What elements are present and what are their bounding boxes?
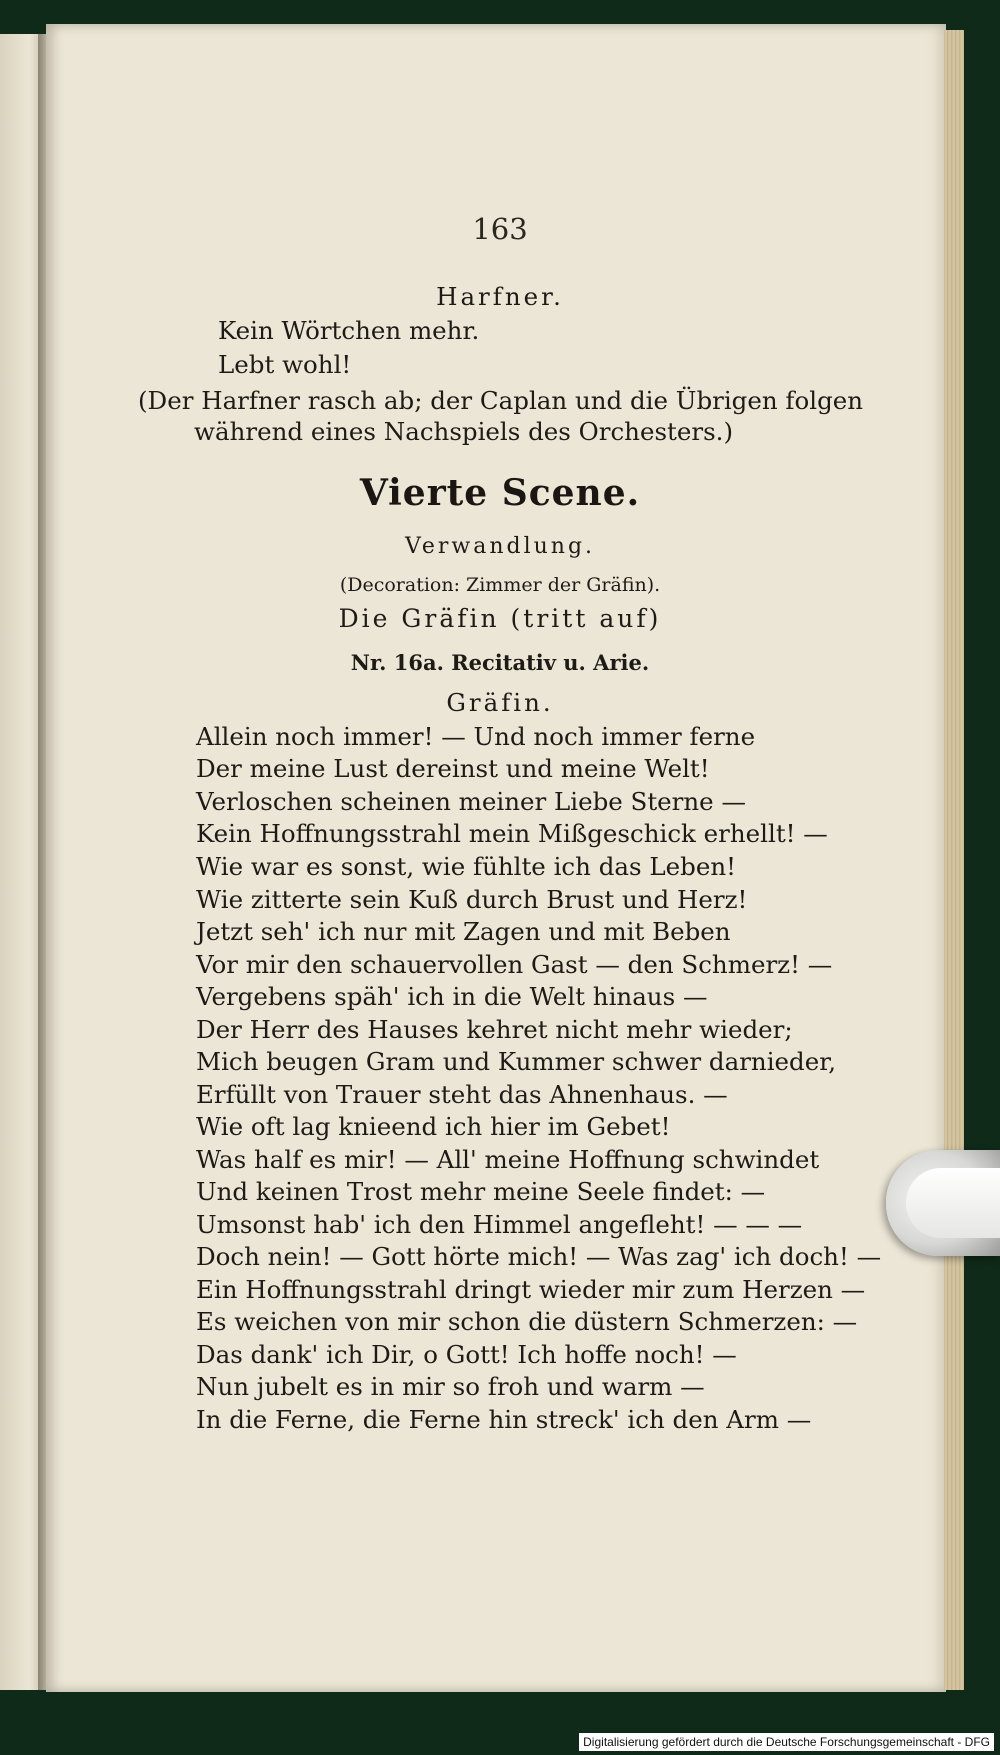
footer-credit: Digitalisierung gefördert durch die Deutsche Forschungsgemeinschaft - DFG (579, 1733, 994, 1751)
verse-line: Verloschen scheinen meiner Liebe Sterne — (196, 787, 746, 816)
verse-line: Der Herr des Hauses kehret nicht mehr wieder; (196, 1015, 793, 1044)
speaker-graefin: Gräfin. (446, 688, 554, 717)
verse-line: Mich beugen Gram und Kummer schwer darnieder, (196, 1047, 837, 1076)
scene-title: Vierte Scene. (359, 472, 641, 514)
stage-direction: (Der Harfner rasch ab; der Caplan und die Übrigen folgen (138, 386, 864, 415)
verse-line: Das dank' ich Dir, o Gott! Ich hoffe noch! — (196, 1340, 737, 1369)
page-number: 163 (472, 212, 528, 246)
verse-line: Wie zitterte sein Kuß durch Brust und Herz! (196, 885, 748, 914)
verse-line: Kein Hoffnungsstrahl mein Mißgeschick erhellt! — (196, 819, 828, 848)
verse-line: Umsonst hab' ich den Himmel angefleht! — — — (196, 1210, 803, 1239)
page-stack-edge (944, 30, 964, 1690)
stage-direction: während eines Nachspiels des Orchesters.) (194, 417, 734, 446)
verse-line: Es weichen von mir schon die düstern Schmerzen: — (196, 1307, 858, 1336)
verse-line: In die Ferne, die Ferne hin streck' ich den Arm — (196, 1405, 812, 1434)
page-clip-highlight (906, 1168, 1000, 1238)
verse-line: Lebt wohl! (218, 350, 352, 379)
verse-line: Was half es mir! — All' meine Hoffnung schwindet (196, 1145, 820, 1174)
decoration-note: (Decoration: Zimmer der Gräfin). (339, 574, 661, 596)
verse-line: Wie war es sonst, wie fühlte ich das Leben! (196, 852, 736, 881)
verse-line: Vergebens späh' ich in die Welt hinaus — (196, 982, 708, 1011)
verse-line: Nun jubelt es in mir so froh und warm — (196, 1372, 705, 1401)
verse-line: Allein noch immer! — Und noch immer ferne (196, 722, 756, 751)
verse-line: Wie oft lag knieend ich hier im Gebet! (196, 1112, 671, 1141)
verse-line: Ein Hoffnungsstrahl dringt wieder mir zum Herzen — (196, 1275, 866, 1304)
verse-line: Und keinen Trost mehr meine Seele findet: — (196, 1177, 766, 1206)
verse-line: Erfüllt von Trauer steht das Ahnenhaus. — (196, 1080, 728, 1109)
scene-change: Verwandlung. (404, 534, 596, 559)
verse-line: Kein Wörtchen mehr. (218, 316, 480, 345)
verse-line: Vor mir den schauervollen Gast — den Schmerz! — (196, 950, 833, 979)
entrance-note: Die Gräfin (tritt auf) (338, 604, 662, 633)
number-heading: Nr. 16a. Recitativ u. Arie. (350, 650, 650, 675)
verse-line: Doch nein! — Gott hörte mich! — Was zag' ich doch! — (196, 1242, 882, 1271)
verse-line: Jetzt seh' ich nur mit Zagen und mit Beben (196, 917, 731, 946)
speaker-harfner: Harfner. (436, 282, 564, 311)
verse-line: Der meine Lust dereinst und meine Welt! (196, 754, 710, 783)
